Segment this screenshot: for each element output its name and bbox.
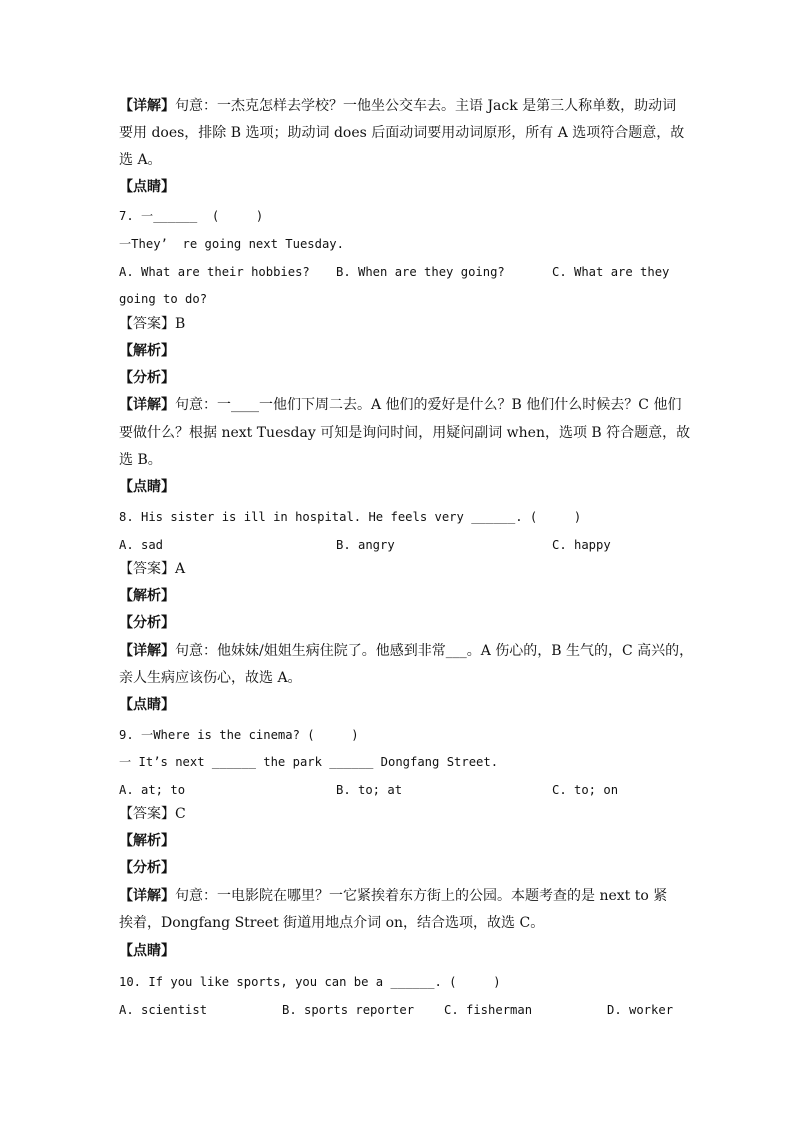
q10-stem: 10. If you like sports, you can be a ______. ( ) [119,975,501,989]
q8-points-label: 【点睛】 [119,697,175,713]
q8-stem: 8. His sister is ill in hospital. He feels very ______. ( ) [119,510,582,524]
q8-option-b: B. angry [336,538,395,552]
q7-option-b: B. When are they going? [336,265,505,279]
q8-option-c: C. happy [552,538,611,552]
q9-option-b: B. to; at [336,783,403,797]
q7-option-c-continued: going to do? [119,292,208,306]
q7-points-label: 【点睛】 [119,479,175,495]
q7-reply: 一They’ re going next Tuesday. [119,237,344,251]
q9-fenxi-label: 【分析】 [119,860,175,876]
q9-reply: 一 It’s next ______ the park ______ Dongfang Street. [119,755,499,769]
q10-option-a: A. scientist [119,1003,208,1017]
q6-detail-text: 句意：一杰克怎样去学校？一他坐公交车去。主语 Jack 是第三人称单数，助动词 [175,98,677,114]
q9-option-c: C. to; on [552,783,619,797]
q7-fenxi-label: 【分析】 [119,370,175,386]
q8-fenxi-label: 【分析】 [119,615,175,631]
q7-detail-line1 [119,396,681,414]
q6-detail-line1 [119,97,676,115]
q7-analysis-label: 【解析】 [119,343,175,359]
q9-answer: 【答案】C [119,806,186,822]
q8-detail-line2: 亲人生病应该伤心，故选 A。 [119,670,302,686]
q9-points-label: 【点睛】 [119,943,175,959]
q8-detail-line1 [119,642,693,660]
detail-tag: 【详解】 [119,643,175,659]
detail-tag: 【详解】 [119,98,175,114]
q9-detail-line1 [119,887,667,905]
detail-tag: 【详解】 [119,397,175,413]
q7-stem: 7. 一______ ( ) [119,209,264,223]
q8-detail-text: 句意：他妹妹/姐姐生病住院了。他感到非常___。A 伤心的，B 生气的，C 高兴的， [175,643,694,659]
q7-option-a: A. What are their hobbies? [119,265,310,279]
q9-detail-line2: 挨着，Dongfang Street 街道用地点介词 on，结合选项，故选 C。 [119,915,545,931]
q9-stem: 9. 一Where is the cinema? ( ) [119,728,359,742]
q9-detail-text: 句意：一电影院在哪里？一它紧挨着东方街上的公园。本题考查的是 next to 紧 [175,888,668,904]
q7-option-c: C. What are they [552,265,670,279]
q7-detail-line2: 要做什么？根据 next Tuesday 可知是询问时间，用疑问副词 when，选项 B 符合题意，故 [119,425,691,441]
q8-analysis-label: 【解析】 [119,588,175,604]
q7-detail-line3: 选 B。 [119,452,162,468]
q8-answer: 【答案】A [119,561,186,577]
q8-option-a: A. sad [119,538,164,552]
q9-analysis-label: 【解析】 [119,833,175,849]
q10-option-d: D. worker [607,1003,674,1017]
q9-option-a: A. at; to [119,783,186,797]
q6-points-label: 【点睛】 [119,179,175,195]
detail-tag: 【详解】 [119,888,175,904]
q10-option-b: B. sports reporter [282,1003,415,1017]
q10-option-c: C. fisherman [444,1003,533,1017]
q7-answer: 【答案】B [119,316,186,332]
q7-detail-text: 句意：一____一他们下周二去。A 他们的爱好是什么？B 他们什么时候去？C 他们 [175,397,682,413]
q6-detail-line2: 要用 does，排除 B 选项；助动词 does 后面动词要用动词原形，所有 A 选项符合题意，故 [119,125,685,141]
q6-detail-line3: 选 A。 [119,152,162,168]
